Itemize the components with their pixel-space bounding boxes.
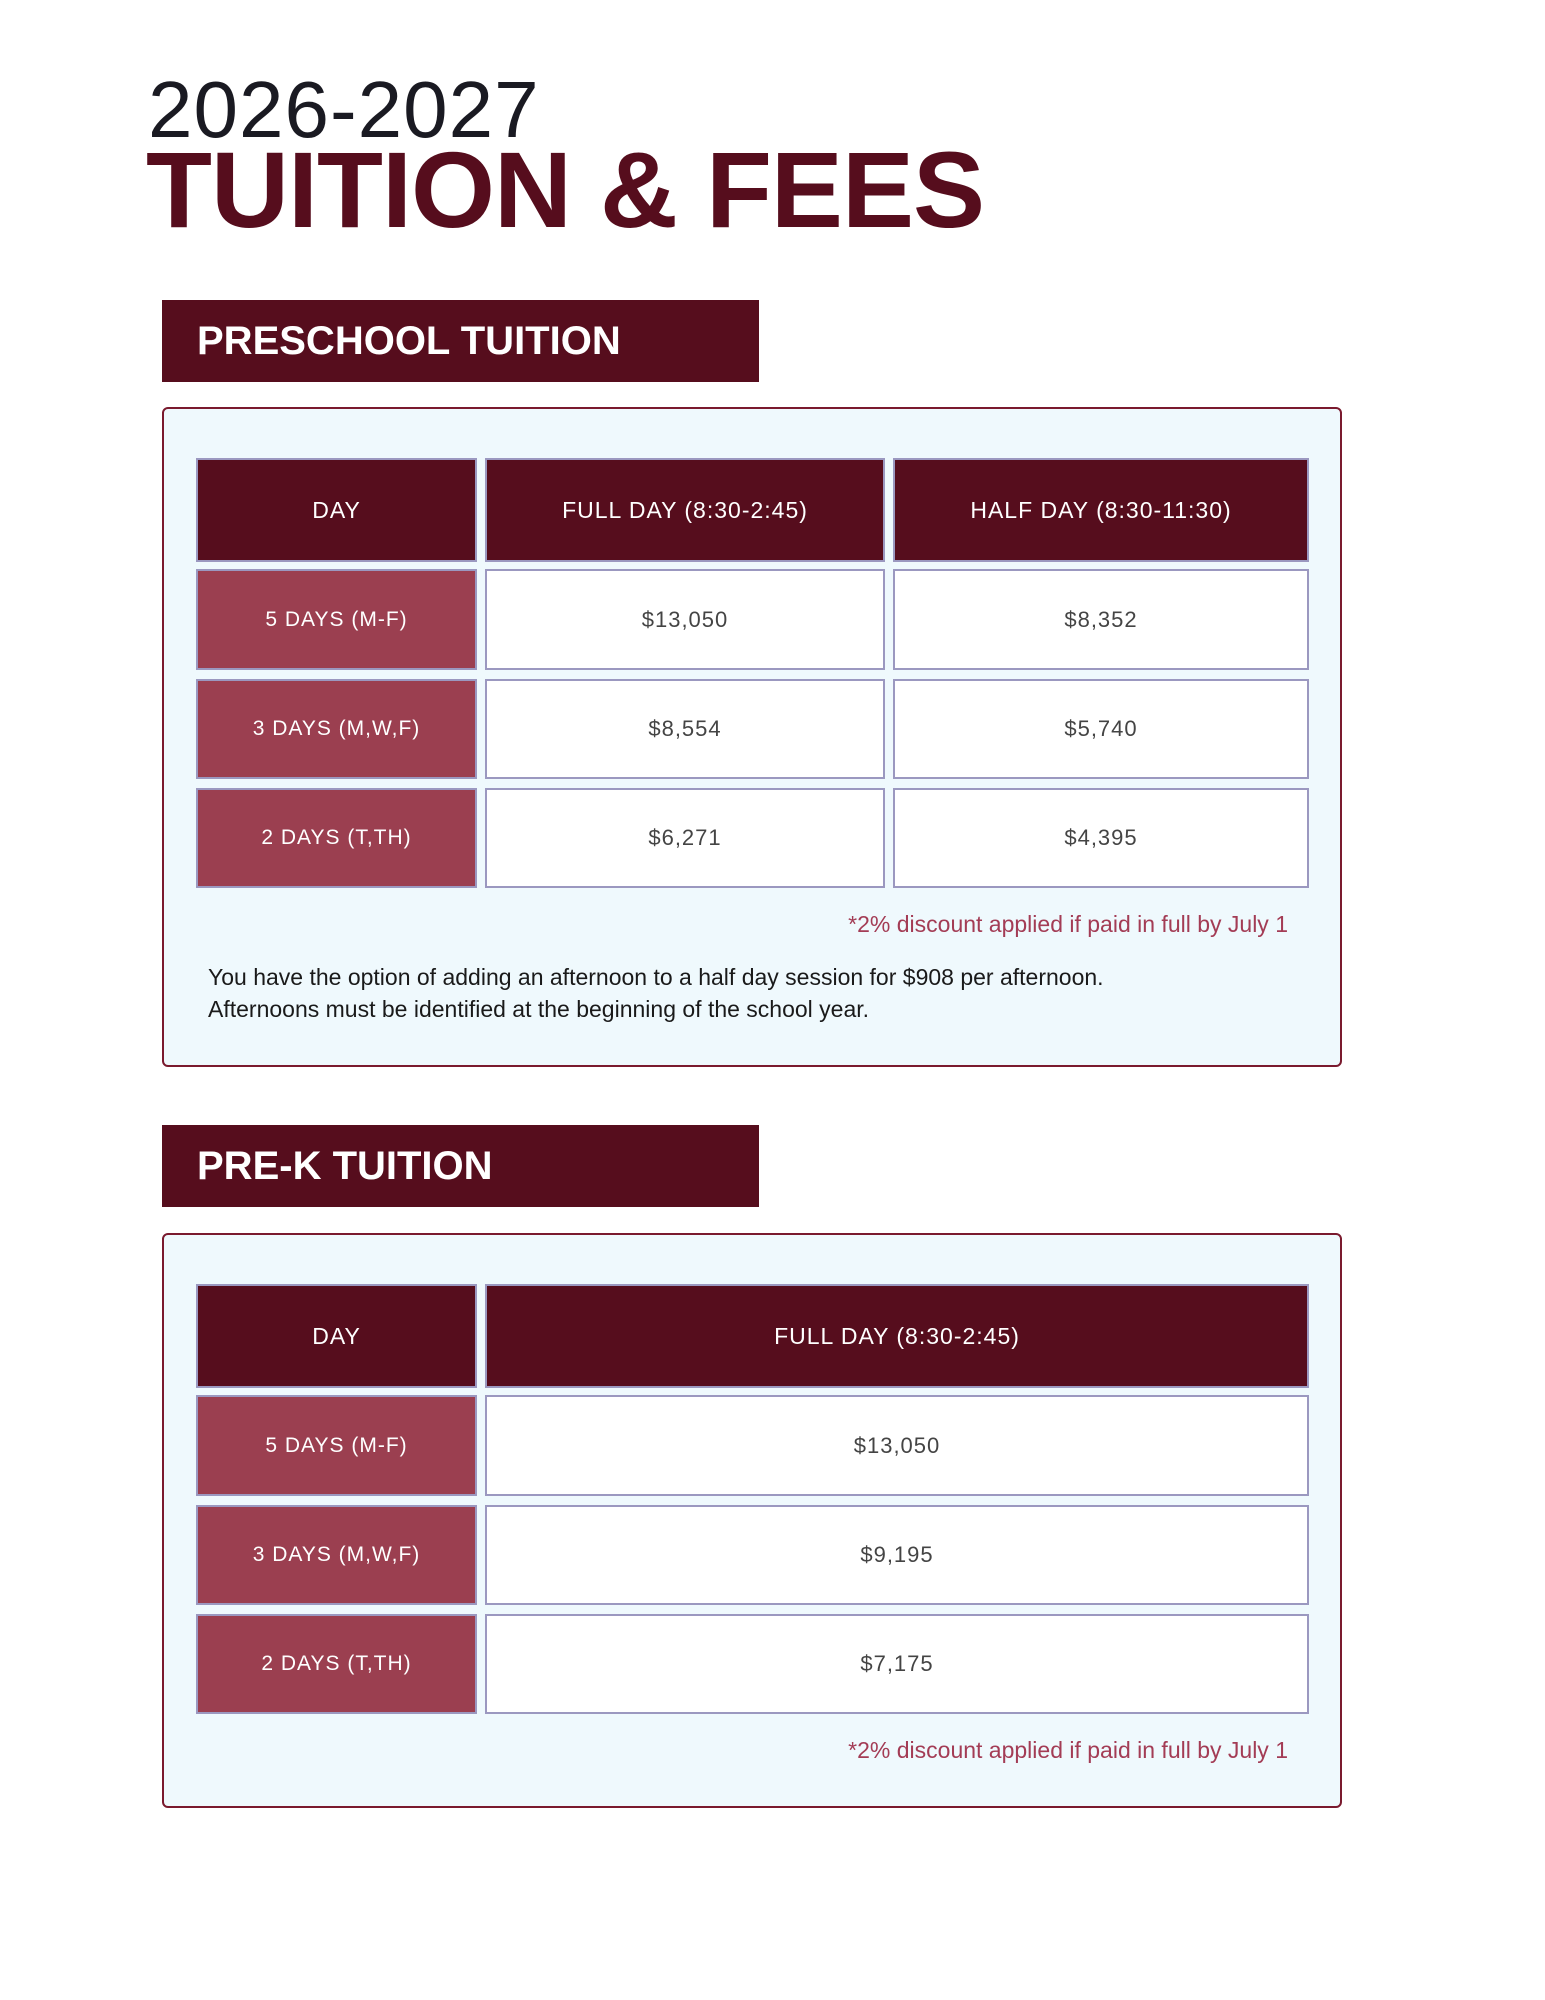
header-full-day: FULL DAY (8:30-2:45) bbox=[485, 458, 885, 562]
half-day-price: $8,352 bbox=[893, 569, 1309, 670]
preschool-tuition-panel bbox=[162, 407, 1342, 1067]
full-day-price: $7,175 bbox=[485, 1614, 1309, 1714]
half-day-price: $5,740 bbox=[893, 679, 1309, 779]
row-label: 3 DAYS (M,W,F) bbox=[196, 1505, 477, 1605]
row-label: 5 DAYS (M-F) bbox=[196, 569, 477, 670]
page-title: TUITION & FEES bbox=[146, 129, 985, 250]
prek-banner: PRE-K TUITION bbox=[162, 1125, 759, 1207]
discount-note: *2% discount applied if paid in full by July 1 bbox=[848, 1737, 1288, 1763]
paragraph-line: You have the option of adding an afternoon to a half day session for $908 per afternoon. bbox=[208, 964, 1104, 990]
header-day: DAY bbox=[196, 458, 477, 562]
full-day-price: $8,554 bbox=[485, 679, 885, 779]
header-full-day: FULL DAY (8:30-2:45) bbox=[485, 1284, 1309, 1388]
header-half-day: HALF DAY (8:30-11:30) bbox=[893, 458, 1309, 562]
full-day-price: $9,195 bbox=[485, 1505, 1309, 1605]
prek-tuition-panel bbox=[162, 1233, 1342, 1808]
afternoon-option-text bbox=[208, 961, 1300, 1025]
row-label: 3 DAYS (M,W,F) bbox=[196, 679, 477, 779]
row-label: 5 DAYS (M-F) bbox=[196, 1395, 477, 1496]
full-day-price: $13,050 bbox=[485, 1395, 1309, 1496]
preschool-banner: PRESCHOOL TUITION bbox=[162, 300, 759, 382]
school-year: 2026-2027 bbox=[148, 65, 540, 154]
row-label: 2 DAYS (T,TH) bbox=[196, 1614, 477, 1714]
full-day-price: $13,050 bbox=[485, 569, 885, 670]
discount-note: *2% discount applied if paid in full by July 1 bbox=[848, 911, 1288, 937]
row-label: 2 DAYS (T,TH) bbox=[196, 788, 477, 888]
paragraph-line: Afternoons must be identified at the beginning of the school year. bbox=[208, 996, 870, 1022]
half-day-price: $4,395 bbox=[893, 788, 1309, 888]
full-day-price: $6,271 bbox=[485, 788, 885, 888]
header-day: DAY bbox=[196, 1284, 477, 1388]
